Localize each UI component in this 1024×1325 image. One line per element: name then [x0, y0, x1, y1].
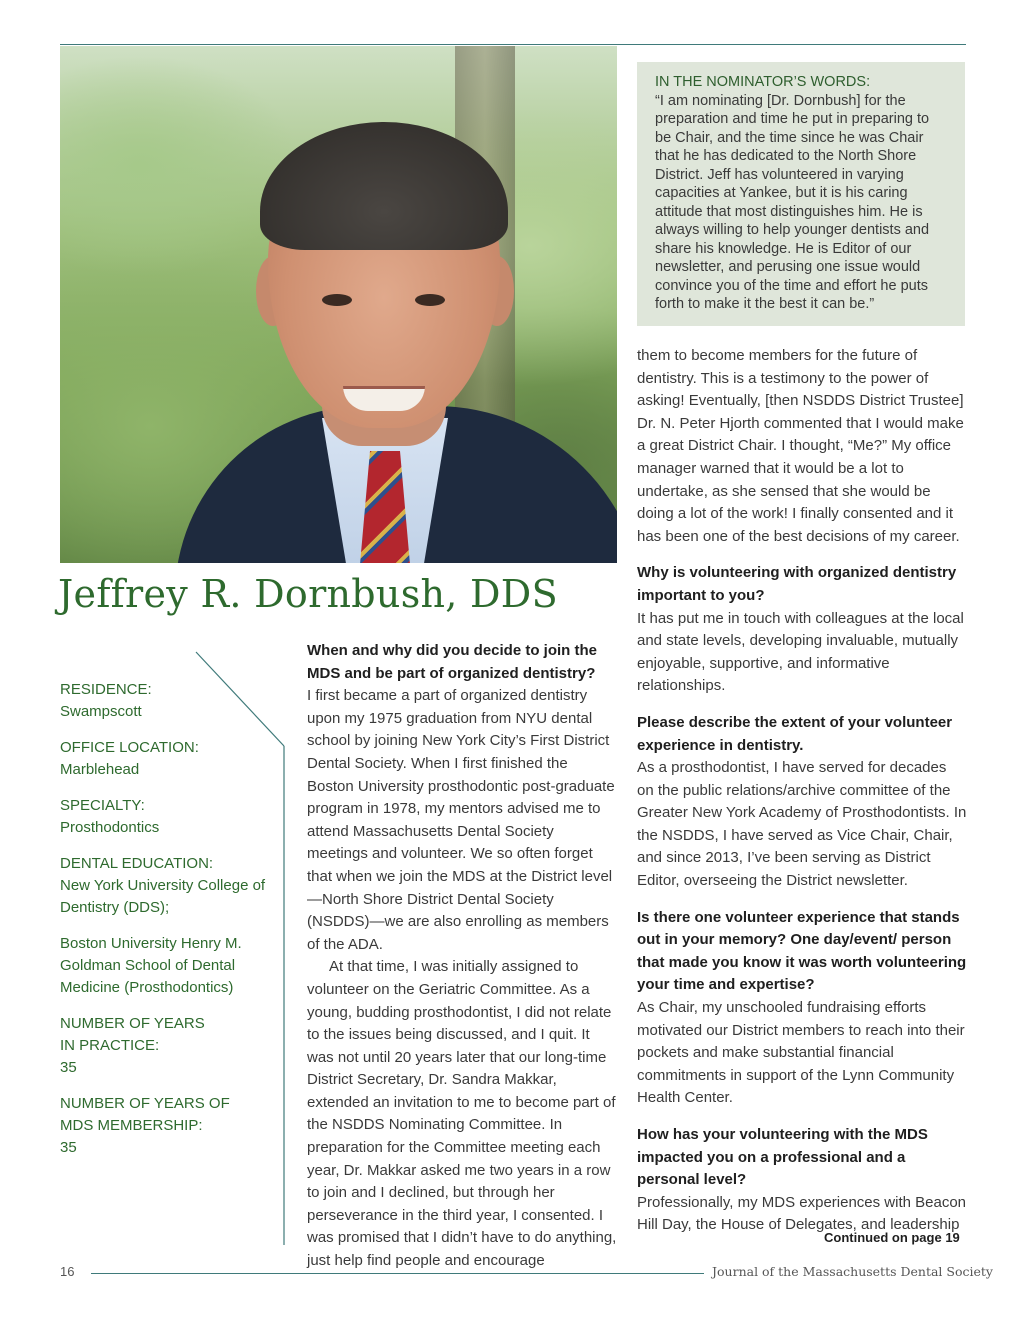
- profile-facts: [60, 679, 275, 1173]
- question-1: When and why did you decide to join the MDS and be part of organized dentistry?: [307, 642, 598, 682]
- answer-1-paragraph-1: I first became a part of organized dentistry upon my 1975 graduation from NYU dental school by joining New York City’s First District Dental Society. When I first finished the Boston University prosthodontic post-graduate program in 1978, my mentors advised me to attend Massachusetts Dental Society meetings and volunteer. We so often forget that when we join the MDS at the District level—North Shore District Dental Society (NSDDS)—we are also enrolling as members of the ADA.: [307, 687, 615, 953]
- continued-on-page-link: Continued on page 19: [824, 1230, 960, 1245]
- person-name: Jeffrey R. Dornbush, DDS: [58, 572, 558, 616]
- journal-title: Journal of the Massachusetts Dental Society: [712, 1264, 993, 1279]
- question-3: Please describe the extent of your volunteer experience in dentistry.: [637, 713, 953, 754]
- fact-dental-education-2: Boston University Henry M. Goldman School of Dental Medicine (Prosthodontics): [60, 935, 242, 996]
- question-2: Why is volunteering with organized dentistry important to you?: [637, 564, 957, 604]
- answer-1-paragraph-2: At that time, I was initially assigned to volunteer on the Geriatric Committee. As a young, budding prosthodontist, I did not relate to the issues being discussed, and I quit. It was not until 20 years later that our long-time District Secretary, Dr. Sandra Makkar, extended an invitation to me to become part of the NSDDS Nominating Committee. In preparation for the Committee meeting each year, Dr. Makkar asked me two years in a row to join and I declined, but through her perseverance in the third year, I consented. I was promised that I didn’t have to do anything, just help find people and encourage: [307, 958, 617, 1270]
- fact-dental-education: DENTAL EDUCATION: New York University College of Dentistry (DDS);: [60, 855, 266, 916]
- fact-years-membership: NUMBER OF YEARS OF MDS MEMBERSHIP: 35: [60, 1095, 230, 1156]
- question-5: How has your volunteering with the MDS impacted you on a professional and a personal level?: [637, 1126, 928, 1189]
- interview-column-right: [637, 345, 967, 1237]
- answer-4: As Chair, my unschooled fundraising efforts motivated our District members to reach into their pockets and make substantial financial commitments in support of the Lynn Community Health Center.: [637, 999, 965, 1107]
- answer-3: As a prosthodontist, I have served for decades on the public relations/archive committee of the Greater New York Academy of Prosthodontists. In the NSDDS, I have served as Vice Chair, Chair, and since 2013, I’ve been serving as District Editor, overseeing the District newsletter.: [637, 759, 967, 890]
- nominator-quote-text: “I am nominating [Dr. Dornbush] for the preparation and time he put in preparing to be Chair, and the time since he was Chair that he has dedicated to the North Shore District. Jeff has volunteered in varying capacities at Yankee, but it is his caring attitude that most distinguishes him. He is always willing to help younger dentists and share his knowledge. He is Editor of our newsletter, and perusing one issue would convince you of the time and effort he puts forth to make it the best it can be.”: [655, 92, 930, 312]
- nominator-quote-title: IN THE NOMINATOR’S WORDS:: [655, 74, 871, 90]
- portrait-photo: [60, 46, 617, 563]
- answer-1-continued: them to become members for the future of dentistry. This is a testimony to the power of asking! Eventually, [then NSDDS District Trustee] Dr. N. Peter Hjorth commented that I would make a great District Chair. I thought, “Me?” My office manager warned that it would be a lot to undertake, as she sensed that she would be doing a lot of the work! I finally consented and it has been one of the best decisions of my career.: [637, 347, 964, 545]
- fact-office-location: OFFICE LOCATION: Marblehead: [60, 739, 199, 778]
- nominator-quote-box: [637, 62, 965, 326]
- footer-rule: [91, 1273, 704, 1274]
- fact-specialty: SPECIALTY: Prosthodontics: [60, 797, 160, 836]
- top-rule: [60, 44, 966, 45]
- fact-years-in-practice: NUMBER OF YEARS IN PRACTICE: 35: [60, 1015, 205, 1076]
- fact-residence: RESIDENCE: Swampscott: [60, 681, 152, 720]
- answer-5: Professionally, my MDS experiences with Beacon Hill Day, the House of Delegates, and leadership: [637, 1193, 967, 1234]
- question-4: Is there one volunteer experience that stands out in your memory? One day/event/ person that made you know it was worth volunteering your time and expertise?: [637, 908, 967, 994]
- interview-column-middle: [307, 640, 617, 1273]
- answer-2: It has put me in touch with colleagues at the local and state levels, developing invaluable, mutually enjoyable, supportive, and informative relationships.: [637, 609, 964, 695]
- page-number: 16: [60, 1264, 75, 1279]
